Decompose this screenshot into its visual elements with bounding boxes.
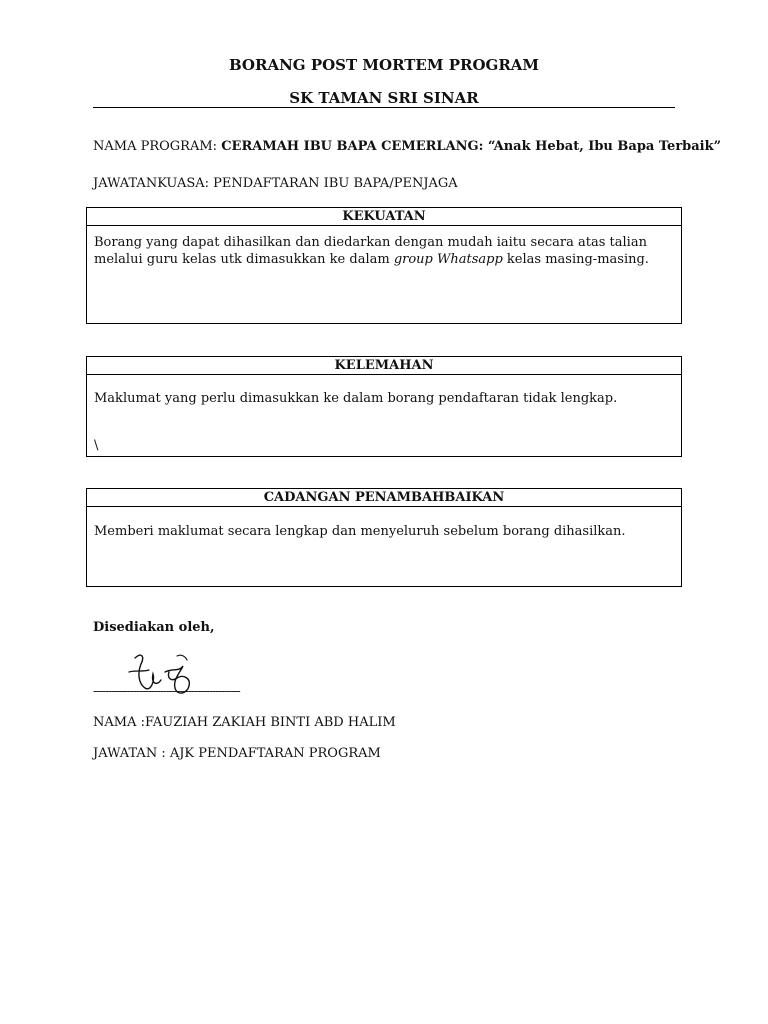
- form-title: BORANG POST MORTEM PROGRAM: [228, 56, 540, 74]
- weaknesses-heading: KELEMAHAN: [87, 357, 681, 375]
- strengths-text-part2: kelas masing-masing.: [502, 252, 649, 267]
- header-divider: [93, 107, 675, 108]
- strengths-box: [86, 207, 682, 324]
- school-name: SK TAMAN SRI SINAR: [289, 89, 479, 107]
- program-label: NAMA PROGRAM:: [93, 139, 218, 154]
- strengths-text-part1: Borang yang dapat dihasilkan dan diedarkan dengan mudah iaitu secara atas talian melalui guru kelas utk dimasukkan ke dalam: [94, 235, 647, 267]
- weaknesses-text: Maklumat yang perlu dimasukkan ke dalam borang pendaftaran tidak lengkap.: [94, 391, 618, 406]
- weaknesses-box: [86, 356, 682, 457]
- improvements-box: [86, 488, 682, 587]
- strengths-text: [87, 226, 681, 268]
- program-name: CERAMAH IBU BAPA CEMERLANG: “Anak Hebat, Ibu Bapa Terbaik”: [221, 139, 722, 154]
- weaknesses-stray-mark: \: [94, 438, 99, 453]
- prepared-by-label: Disediakan oleh,: [93, 620, 215, 635]
- program-line: [93, 139, 721, 154]
- name-line: NAMA :FAUZIAH ZAKIAH BINTI ABD HALIM: [93, 715, 396, 730]
- strengths-text-italic: group Whatsapp: [393, 252, 503, 267]
- position-line: JAWATAN : AJK PENDAFTARAN PROGRAM: [93, 746, 381, 761]
- committee-line: JAWATANKUASA: PENDAFTARAN IBU BAPA/PENJAGA: [93, 176, 458, 191]
- improvements-heading: CADANGAN PENAMBAHBAIKAN: [87, 489, 681, 507]
- signature-line: ------------------------------------------------: [93, 684, 240, 698]
- strengths-heading: KEKUATAN: [87, 208, 681, 226]
- improvements-text: Memberi maklumat secara lengkap dan menyeluruh sebelum borang dihasilkan.: [94, 524, 626, 539]
